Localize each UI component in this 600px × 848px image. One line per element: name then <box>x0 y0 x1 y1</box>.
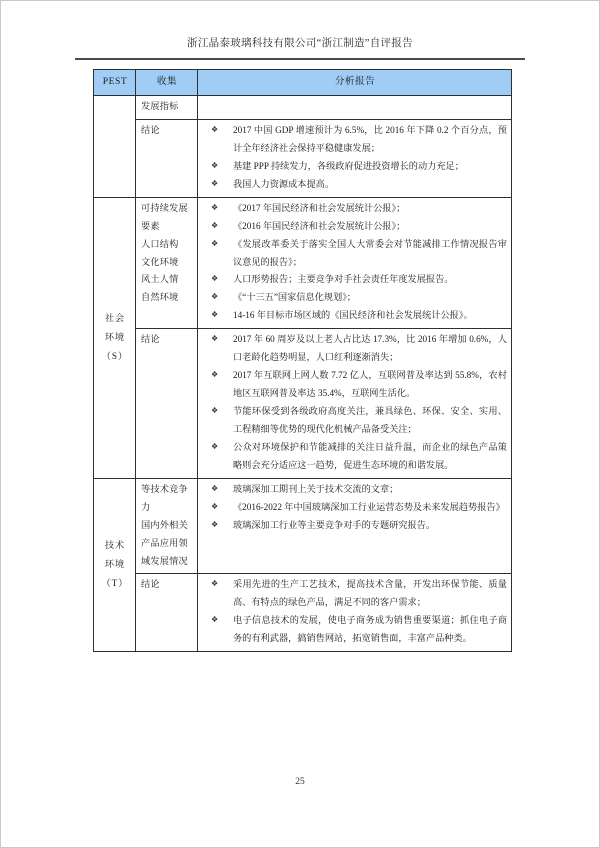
table-header-row <box>94 70 512 96</box>
table-row <box>94 574 512 652</box>
collect-cell <box>136 96 198 120</box>
pest-label-line: （T） <box>101 577 129 588</box>
report-bullet-item <box>203 307 507 325</box>
bullet-text: 《2017 年国民经济和社会发展统计公报》； <box>233 202 406 213</box>
table-row <box>94 96 512 120</box>
collect-line: 风土人情 <box>141 274 179 285</box>
report-bullet-item <box>203 576 507 612</box>
report-bullet-item <box>203 158 507 176</box>
bullet-text: 《发展改革委关于落实全国人大常委会对节能减排工作情况报告审议意见的报告》； <box>233 238 507 267</box>
collect-line: 域发展情况 <box>141 555 188 566</box>
bullet-text: 采用先进的生产工艺技术，提高技术含量，开发出环保节能、质量高、有特点的绿色产品，满足不同的客户需求； <box>233 579 507 608</box>
report-bullet-list <box>203 481 507 535</box>
table-row <box>94 329 512 479</box>
bullet-text: 14-16 年目标市场区域的《国民经济和社会发展统计公报》。 <box>233 310 473 321</box>
table-row <box>94 478 512 574</box>
bullet-text: 玻璃深加工行业等主要竞争对手的专题研究报告。 <box>233 519 436 530</box>
collect-line: 结论 <box>141 124 160 135</box>
diamond-bullet-icon: ❖ <box>211 274 219 284</box>
diamond-bullet-icon: ❖ <box>211 501 219 511</box>
bullet-text: 人口形势报告；主要竞争对手社会责任年度发展报告。 <box>233 274 454 285</box>
report-bullet-item <box>203 331 507 367</box>
table-row <box>94 197 512 329</box>
empty-report-spacer <box>203 98 507 115</box>
report-bullet-item <box>203 289 507 307</box>
collect-line: 国内外相关 <box>141 519 188 530</box>
pest-category-cell-technology <box>94 478 136 651</box>
report-bullet-item <box>203 236 507 272</box>
report-bullet-item <box>203 200 507 218</box>
diamond-bullet-icon: ❖ <box>211 483 219 493</box>
collect-line: 文化环境 <box>141 256 179 267</box>
diamond-bullet-icon: ❖ <box>211 202 219 212</box>
report-bullet-list <box>203 576 507 648</box>
report-bullet-item <box>203 481 507 499</box>
collect-cell <box>136 574 198 652</box>
collect-line: 结论 <box>141 579 160 590</box>
report-bullet-item <box>203 367 507 403</box>
diamond-bullet-icon: ❖ <box>211 238 219 248</box>
table-body <box>94 96 512 652</box>
table-header-row-group <box>94 70 512 96</box>
diamond-bullet-icon: ❖ <box>211 519 219 529</box>
document-running-header: 浙江晶泰玻璃科技有限公司“浙江制造”自评报告 <box>187 38 413 49</box>
column-header-pest: PEST <box>94 70 136 96</box>
column-header-collect: 收集 <box>136 70 198 96</box>
collect-line: 自然环境 <box>141 292 179 303</box>
bullet-text: 《“十三五”国家信息化规划》； <box>233 292 356 303</box>
pest-label-line: 环境 <box>104 331 126 342</box>
collect-cell <box>136 329 198 479</box>
diamond-bullet-icon: ❖ <box>211 615 219 625</box>
collect-cell <box>136 478 198 574</box>
bullet-text: 《2016-2022 年中国玻璃深加工行业运营态势及未来发展趋势报告》 <box>233 501 505 512</box>
bullet-text: 节能环保受到各级政府高度关注，兼具绿色、环保、安全、实用、工程精细等优势的现代化机械产品备受关注； <box>233 406 507 434</box>
report-cell <box>198 96 512 120</box>
pest-category-cell-social <box>94 197 136 478</box>
report-cell <box>198 197 512 329</box>
bullet-text: 2017 年 60 周岁及以上老人占比达 17.3%，比 2016 年增加 0.6%，人口老龄化趋势明显，人口红利逐渐消失； <box>233 334 507 363</box>
pest-label-line: 技术 <box>104 540 126 551</box>
diamond-bullet-icon: ❖ <box>211 292 219 302</box>
diamond-bullet-icon: ❖ <box>211 124 219 134</box>
bullet-text: 我国人力资源成本提高。 <box>233 178 335 189</box>
report-bullet-item <box>203 499 507 517</box>
report-bullet-item <box>203 218 507 236</box>
bullet-text: 《2016 年国民经济和社会发展统计公报》； <box>233 220 406 231</box>
header-divider-rule <box>75 58 525 60</box>
collect-line: 力 <box>141 501 151 512</box>
report-bullet-item <box>203 403 507 439</box>
report-bullet-item <box>203 612 507 648</box>
bullet-text: 公众对环境保护和节能减排的关注日益升温，而企业的绿色产品策略则会充分适应这一趋势，促进生态环境的和谐发展。 <box>233 441 507 470</box>
diamond-bullet-icon: ❖ <box>211 160 219 170</box>
table-row <box>94 119 512 197</box>
collect-line: 要素 <box>141 220 160 231</box>
report-bullet-list <box>203 331 507 475</box>
diamond-bullet-icon: ❖ <box>211 370 219 380</box>
report-bullet-item <box>203 439 507 475</box>
collect-cell <box>136 119 198 197</box>
report-bullet-item <box>203 271 507 289</box>
diamond-bullet-icon: ❖ <box>211 406 219 415</box>
collect-line: 结论 <box>141 334 160 345</box>
pest-label-line: 环境 <box>104 559 126 570</box>
report-bullet-list <box>203 200 507 326</box>
collect-line: 可持续发展 <box>141 202 188 213</box>
bullet-text: 电子信息技术的发展，使电子商务成为销售重要渠道；抓住电子商务的有利武器，搞销售网站，拓宽销售面，丰富产品种类。 <box>233 615 507 644</box>
diamond-bullet-icon: ❖ <box>211 579 219 589</box>
pest-analysis-table <box>93 69 512 652</box>
report-bullet-item <box>203 176 507 194</box>
report-bullet-item <box>203 517 507 535</box>
bullet-text: 玻璃深加工期刊上关于技术交流的文章； <box>233 483 399 494</box>
pest-label-line: （S） <box>101 350 129 361</box>
report-cell <box>198 119 512 197</box>
diamond-bullet-icon: ❖ <box>211 441 219 451</box>
report-cell <box>198 478 512 574</box>
diamond-bullet-icon: ❖ <box>211 178 219 188</box>
report-bullet-list <box>203 122 507 194</box>
pest-label-line: 社会 <box>104 312 126 323</box>
collect-line: 产品应用领 <box>141 537 188 548</box>
bullet-text: 基建 PPP 持续发力，各级政府促进投资增长的动力充足； <box>233 160 464 171</box>
pest-category-cell-political <box>94 96 136 198</box>
diamond-bullet-icon: ❖ <box>211 334 219 344</box>
report-cell <box>198 329 512 479</box>
bullet-text: 2017 年互联网上网人数 7.72 亿人，互联网普及率达到 55.8%，农村地区互联网普及率达 35.4%，互联网生活化。 <box>233 370 507 399</box>
report-cell <box>198 574 512 652</box>
collect-line: 等技术竞争 <box>141 483 188 494</box>
page-number-footer: 25 <box>295 777 305 787</box>
diamond-bullet-icon: ❖ <box>211 310 219 320</box>
collect-cell <box>136 197 198 329</box>
collect-line: 发展指标 <box>141 101 179 111</box>
bullet-text: 2017 中国 GDP 增速预计为 6.5%，比 2016 年下降 0.2 个百分点，预计全年经济社会保持平稳健康发展； <box>233 124 507 153</box>
diamond-bullet-icon: ❖ <box>211 220 219 230</box>
collect-line: 人口结构 <box>141 238 179 249</box>
column-header-report: 分析报告 <box>198 70 512 96</box>
report-bullet-item <box>203 122 507 158</box>
